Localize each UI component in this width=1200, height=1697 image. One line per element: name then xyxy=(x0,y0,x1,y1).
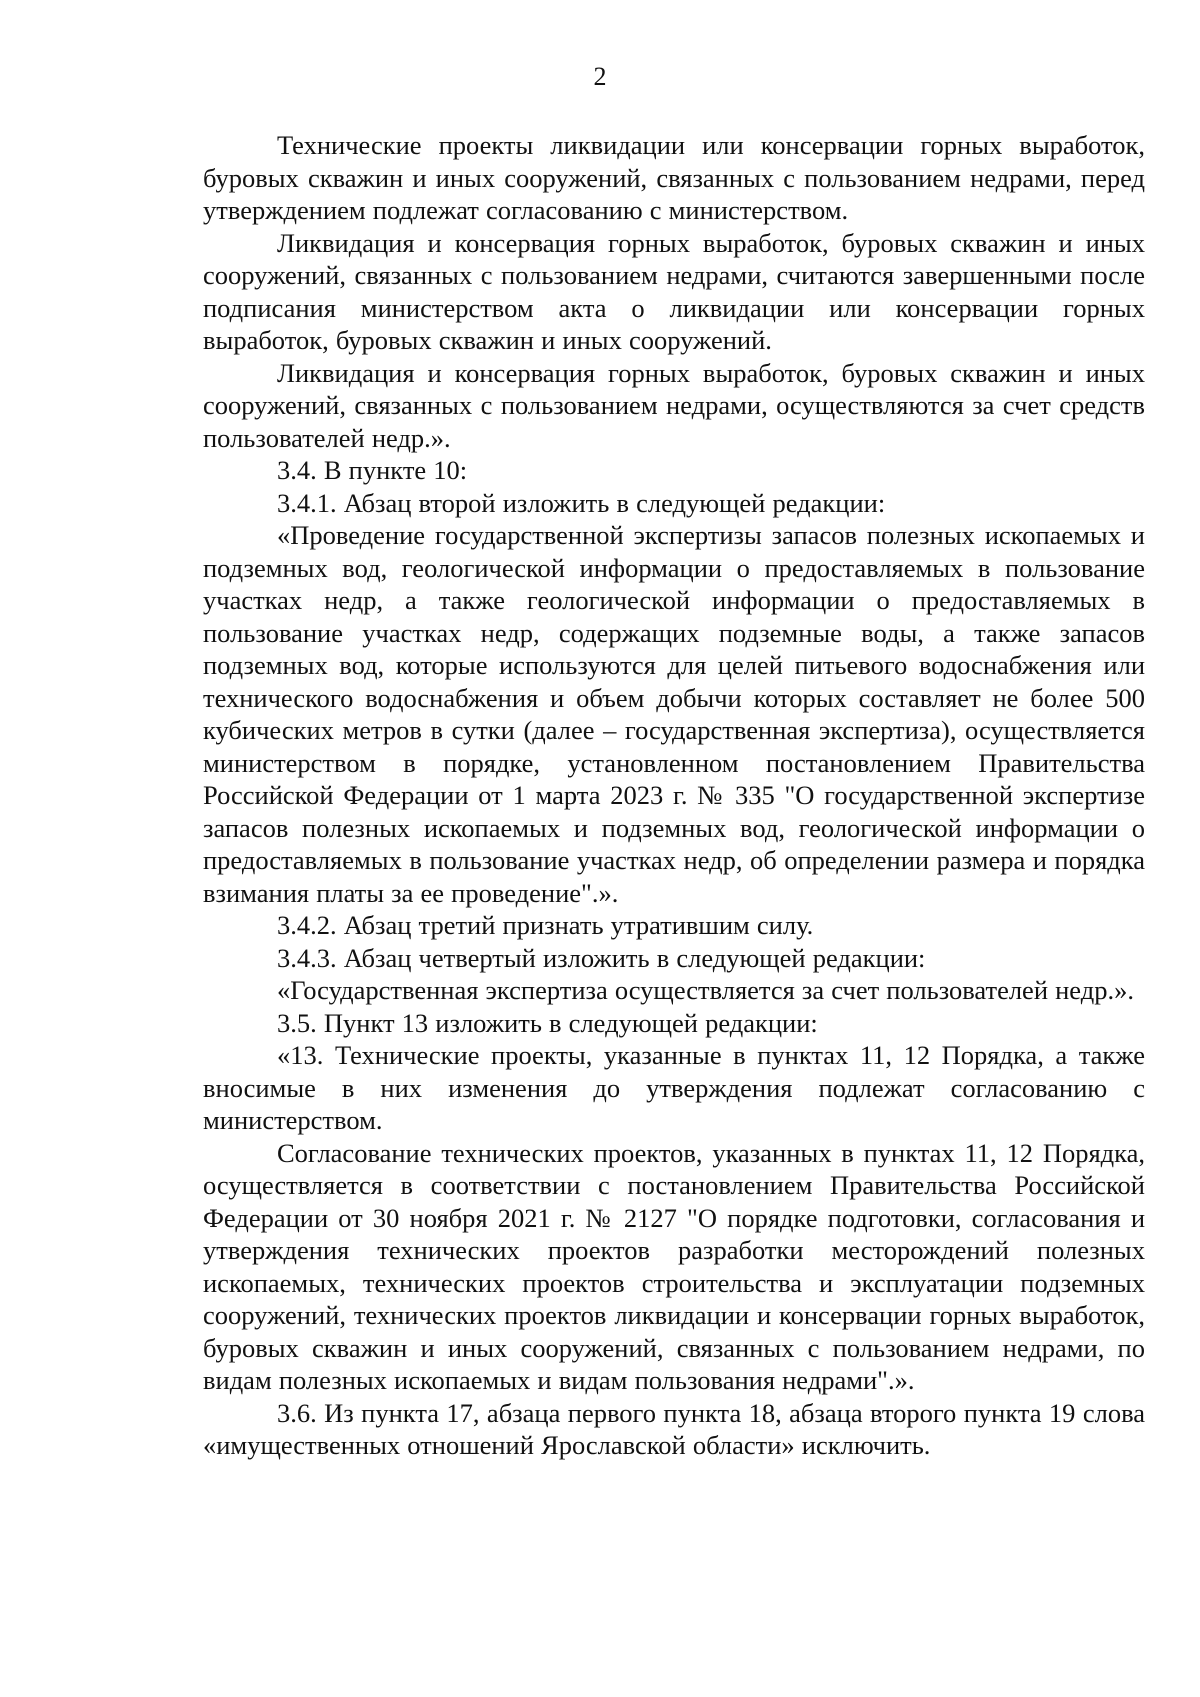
paragraph-expertise-funding: «Государственная экспертиза осуществляется за счет пользователей недр.». xyxy=(277,975,1134,1005)
clause-3-4: 3.4. В пункте 10: xyxy=(277,455,468,485)
paragraph-liquidation-funding: Ликвидация и консервация горных выработок, буровых скважин и иных сооружений, связанных с пользованием недрами, осуществляются за счет средств пользователей недр.». xyxy=(203,357,1145,453)
paragraph-liquidation-completion: Ликвидация и консервация горных выработок, буровых скважин и иных сооружений, связанных с пользованием недрами, считаются завершенными после подписания министерством акта о ликвидации или консервации горных выработок, буровых скважин и иных сооружений. xyxy=(203,227,1145,355)
document-body xyxy=(203,129,1145,1462)
clause-3-4-2: 3.4.2. Абзац третий признать утратившим силу. xyxy=(277,910,814,940)
paragraph-liquidation-projects-approval: Технические проекты ликвидации или консервации горных выработок, буровых скважин и иных сооружений, связанных с пользованием недрами, перед утверждением подлежат согласованию с министерством. xyxy=(203,130,1145,225)
clause-3-4-1: 3.4.1. Абзац второй изложить в следующей редакции: xyxy=(277,487,886,518)
paragraph-item-13: «13. Технические проекты, указанные в пунктах 11, 12 Порядка, а также вносимые в них изменения до утверждения подлежат согласованию с министерством. xyxy=(203,1040,1145,1135)
paragraph-state-expertise: «Проведение государственной экспертизы запасов полезных ископаемых и подземных вод, геологической информации о предоставляемых в пользование участках недр, а также геологической информации о предоставляемых в пользование участках недр, содержащих подземные воды, а также запасов подземных вод, которые используются для целей питьевого водоснабжения или технического водоснабжения и объем добычи которых составляет не более 500 кубических метров в сутки (далее – государственная экспертиза), осуществляется министерством в порядке, установленном постановлением Правительства Российской Федерации от 1 марта 2023 г. № 335 "О государственной экспертизе запасов полезных ископаемых и подземных вод, геологической информации о предоставляемых в пользование участках недр, об определении размера и порядка взимания платы за ее проведение".». xyxy=(203,520,1145,908)
clause-3-4-3: 3.4.3. Абзац четвертый изложить в следующей редакции: xyxy=(277,942,926,973)
clause-3-5: 3.5. Пункт 13 изложить в следующей редакции: xyxy=(277,1007,818,1038)
clause-3-6: 3.6. Из пункта 17, абзаца первого пункта 18, абзаца второго пункта 19 слова «имущественных отношений Ярославской области» исключить. xyxy=(203,1397,1145,1460)
page-number: 2 xyxy=(593,62,607,91)
paragraph-technical-projects-approval: Согласование технических проектов, указанных в пунктах 11, 12 Порядка, осуществляется в соответствии с постановлением Правительства Российской Федерации от 30 ноября 2021 г. № 2127 "О порядке подготовки, согласования и утверждения технических проектов разработки месторождений полезных ископаемых, технических проектов строительства и эксплуатации подземных сооружений, технических проектов ликвидации и консервации горных выработок, буровых скважин и иных сооружений, связанных с пользованием недрами, по видам полезных ископаемых и видам пользования недрами".». xyxy=(203,1137,1145,1395)
